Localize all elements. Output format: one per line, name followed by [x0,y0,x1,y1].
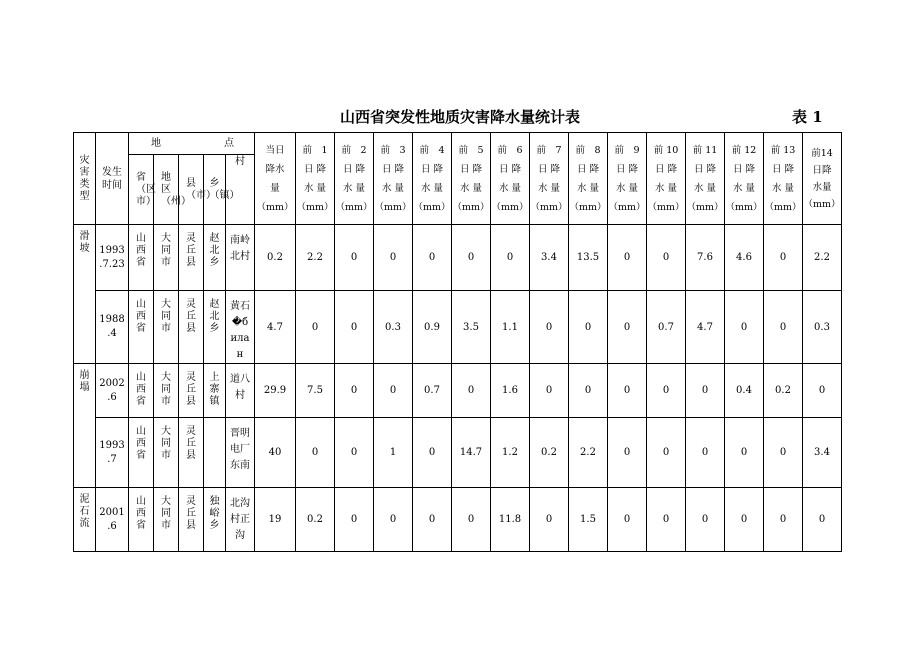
prev-1-value: 2.2 [296,225,335,291]
village-cell [226,418,255,488]
prev-12-value: 0 [725,488,764,552]
header-prev-5-line: 水 量 [459,182,483,194]
header-prev-10-line: 前 10 [653,144,679,156]
header-prev-12-line: （mm） [725,201,763,213]
province-cell [129,418,154,488]
prev-11-value: 4.7 [686,291,725,364]
header-prev-5-line: 日 降 [459,163,483,175]
header-prev-5 [452,133,491,225]
province-cell [129,364,154,418]
county: 灵丘县 [186,426,196,461]
header-prev-4-line: （mm） [413,201,451,213]
header-prev-6-line: 水 量 [498,182,522,194]
prev-3-value: 1 [374,418,413,488]
header-prev-2-line: 前 2 [341,144,367,156]
header-prev-6 [491,133,530,225]
header-prev-12 [725,133,764,225]
township-cell [204,364,226,418]
village: 黄石�билан [230,301,250,360]
same-day-value: 4.7 [255,291,296,364]
prev-13-value: 0 [764,225,803,291]
same-day-value: 0.2 [255,225,296,291]
header-prev-12-line: 日 降 [732,163,756,175]
date-line: .4 [107,328,117,339]
prev-14-value: 0 [803,488,842,552]
province: 山西省 [136,299,146,334]
date-cell [96,291,129,364]
header-prev-6-line: （mm） [491,201,529,213]
county-cell [179,488,204,552]
header-prev-8-line: 水 量 [576,182,600,194]
header-prev-11-line: 前 11 [692,144,718,156]
prev-4-value: 0.9 [413,291,452,364]
county-cell [179,418,204,488]
prev-1-value: 0 [296,291,335,364]
header-village: 村 [226,155,255,225]
prev-4-value: 0 [413,488,452,552]
header-township-text: 乡（镇） [209,177,240,201]
header-prev-5-line: （mm） [452,201,490,213]
header-prev-6-line: 前 6 [497,144,523,156]
table-row [74,488,842,552]
prev-12-value: 0.4 [725,364,764,418]
prev-9-value: 0 [608,291,647,364]
header-prev-8-line: 前 8 [575,144,601,156]
prev-2-value: 0 [335,225,374,291]
header-prev-1-line: 日 降 [303,163,327,175]
prev-5-value: 0 [452,225,491,291]
prev-14-value: 3.4 [803,418,842,488]
village: 南岭北村 [230,235,250,262]
county-cell [179,364,204,418]
header-prev-13-line: 水 量 [771,182,795,194]
prev-10-value: 0 [647,488,686,552]
table-number: 表 1 [792,108,823,126]
header-prev-13-line: 日 降 [771,163,795,175]
header-prev-9-line: 水 量 [615,182,639,194]
prev-4-value: 0.7 [413,364,452,418]
header-prev-3-line: （mm） [374,201,412,213]
village-cell [226,364,255,418]
prev-7-value: 0 [530,291,569,364]
prev-13-value: 0 [764,418,803,488]
date-cell [96,225,129,291]
township: 赵北乡 [209,233,220,268]
province: 山西省 [136,372,146,407]
header-prev-4-line: 水 量 [420,182,444,194]
prev-11-value: 0 [686,364,725,418]
prev-6-value: 0 [491,225,530,291]
header-prefecture-text: 地区（州） [161,171,191,207]
prev-11-value: 7.6 [686,225,725,291]
same-day-value: 40 [255,418,296,488]
township: 上寨镇 [209,372,220,407]
header-prev-4-line: 前 4 [419,144,445,156]
prev-10-value: 0 [647,364,686,418]
header-prev-6-line: 日 降 [498,163,522,175]
date-line: 1988 [99,314,125,325]
header-disaster-type [74,133,96,225]
province-cell [129,225,154,291]
prev-6-value: 1.2 [491,418,530,488]
header-prev-7 [530,133,569,225]
header-prev-2-line: 日 降 [342,163,366,175]
header-location [129,133,255,155]
header-prefecture [154,155,191,225]
header-prev-9 [608,133,647,225]
prev-5-value: 3.5 [452,291,491,364]
header-prev-2-line: （mm） [335,201,373,213]
prev-4-value: 0 [413,225,452,291]
header-prev-3-line: 日 降 [381,163,405,175]
header-prev-8-line: 日 降 [576,163,600,175]
prev-8-value: 2.2 [569,418,608,488]
header-disaster-type-text: 灾害类型 [79,154,90,202]
rainfall-table [73,132,842,552]
county: 灵丘县 [186,299,196,334]
same-day-value: 29.9 [255,364,296,418]
prev-8-value: 0 [569,291,608,364]
header-province [129,155,154,225]
village-cell [226,291,255,364]
province-cell [129,488,154,552]
disaster-type: 崩塌 [79,370,90,393]
header-prev-3-line: 水 量 [381,182,405,194]
date-line: .6 [107,520,117,532]
header-prev-12-line: 水 量 [732,182,756,194]
township-cell [204,225,226,291]
prev-2-value: 0 [335,488,374,552]
header-prev-1-line: （mm） [296,201,334,213]
prefecture-cell [154,488,179,552]
header-date-line: 时间 [102,179,122,191]
header-county-text: 县（市） [186,177,216,201]
header-same-day-line: （mm） [256,201,294,213]
prev-12-value: 0 [725,418,764,488]
header-same-day-line: 量 [270,182,280,194]
date-line: 1993 [99,439,125,451]
date-cell [96,418,129,488]
header-prev-14-line: 日降 [812,164,832,176]
date-line: .7 [107,453,117,465]
table-row [74,291,842,364]
header-prev-10-line: （mm） [647,201,685,213]
date-line: 2001 [99,506,125,518]
prefecture: 大同市 [161,233,171,268]
village: 晋明电厂东南 [230,428,250,471]
header-prev-12-line: 前 12 [731,144,757,156]
disaster-type: 滑坡 [79,231,90,254]
prev-7-value: 0 [530,364,569,418]
prefecture-cell [154,364,179,418]
header-location-left: 地 [151,138,161,149]
prev-7-value: 0 [530,488,569,552]
prev-2-value: 0 [335,418,374,488]
village: 北沟村正沟 [230,498,250,541]
header-prev-14-line: 水量 [812,181,832,193]
header-prev-2 [335,133,374,225]
township-cell [204,291,226,364]
disaster-type: 泥石流 [79,494,90,529]
prev-14-value: 0 [803,364,842,418]
header-prev-10-line: 日 降 [654,163,678,175]
header-prev-10-line: 水 量 [654,182,678,194]
header-same-day-line: 当日 [265,144,285,156]
county: 灵丘县 [186,372,196,407]
county: 灵丘县 [186,233,196,268]
prefecture-cell [154,225,179,291]
prev-1-value: 0 [296,418,335,488]
prev-10-value: 0 [647,225,686,291]
header-prev-11-line: 水 量 [693,182,717,194]
prev-12-value: 4.6 [725,225,764,291]
village: 道八村 [230,374,250,401]
county-cell [179,225,204,291]
header-province-text: 省（区市） [136,171,156,207]
prev-8-value: 0 [569,364,608,418]
header-prev-5-line: 前 5 [458,144,484,156]
header-prev-2-line: 水 量 [342,182,366,194]
header-prev-13 [764,133,803,225]
header-prev-7-line: （mm） [530,201,568,213]
header-prev-8-line: （mm） [569,201,607,213]
header-same-day-line: 降水 [265,163,285,175]
date-line: .7.23 [99,258,125,270]
prev-14-value: 2.2 [803,225,842,291]
header-prev-9-line: 日 降 [615,163,639,175]
header-prev-8 [569,133,608,225]
same-day-value: 19 [255,488,296,552]
prev-3-value: 0 [374,364,413,418]
header-prev-9-line: 前 9 [614,144,640,156]
prefecture: 大同市 [161,426,171,461]
header-county [179,155,216,225]
prev-5-value: 14.7 [452,418,491,488]
prev-7-value: 0.2 [530,418,569,488]
prev-9-value: 0 [608,418,647,488]
prev-13-value: 0.2 [764,364,803,418]
date-line: 2002 [99,377,125,389]
prev-3-value: 0 [374,488,413,552]
table-title: 山西省突发性地质灾害降水量统计表 [339,108,580,126]
table-row [74,364,842,418]
disaster-type-cell [74,364,96,488]
header-prev-10 [647,133,686,225]
header-prev-11 [686,133,725,225]
header-prev-14 [803,133,842,225]
prefecture: 大同市 [161,372,171,407]
prefecture-cell [154,291,179,364]
prev-3-value: 0.3 [374,291,413,364]
prev-9-value: 0 [608,488,647,552]
township-cell [204,488,226,552]
prev-1-value: 7.5 [296,364,335,418]
prev-9-value: 0 [608,225,647,291]
village-cell [226,225,255,291]
date-line: .6 [107,391,117,403]
table-row [74,418,842,488]
prev-6-value: 1.1 [491,291,530,364]
village-cell [226,488,255,552]
prev-14-value: 0.3 [803,291,842,364]
prev-10-value: 0.7 [647,291,686,364]
county: 灵丘县 [186,496,196,531]
township: 赵北乡 [209,299,220,334]
prev-5-value: 0 [452,364,491,418]
date-line: 1993 [99,244,125,256]
header-prev-7-line: 前 7 [536,144,562,156]
header-prev-7-line: 日 降 [537,163,561,175]
county-cell [179,291,204,364]
prev-2-value: 0 [335,364,374,418]
prev-13-value: 0 [764,488,803,552]
date-cell [96,364,129,418]
province: 山西省 [136,233,146,268]
header-prev-1 [296,133,335,225]
header-prev-13-line: （mm） [764,201,802,213]
header-prev-3-line: 前 3 [380,144,406,156]
header-prev-1-line: 前 1 [302,144,328,156]
prev-1-value: 0.2 [296,488,335,552]
township-cell [204,418,226,488]
prev-4-value: 0 [413,418,452,488]
header-prev-4-line: 日 降 [420,163,444,175]
province: 山西省 [136,496,146,531]
header-same-day [255,133,296,225]
disaster-type-cell [74,225,96,364]
prefecture: 大同市 [161,496,171,531]
prev-3-value: 0 [374,225,413,291]
header-date-line: 发生 [102,166,122,178]
prefecture: 大同市 [161,299,171,334]
header-prev-4 [413,133,452,225]
prev-6-value: 1.6 [491,364,530,418]
header-prev-7-line: 水 量 [537,182,561,194]
header-prev-11-line: （mm） [686,201,724,213]
header-prev-14-line: 前14 [811,147,833,159]
header-prev-3 [374,133,413,225]
township: 独峪乡 [209,496,220,531]
prev-7-value: 3.4 [530,225,569,291]
table-row [74,225,842,291]
header-prev-14-line: （mm） [803,198,841,210]
prev-11-value: 0 [686,488,725,552]
disaster-type-cell [74,488,96,552]
prev-11-value: 0 [686,418,725,488]
prev-8-value: 13.5 [569,225,608,291]
header-date [96,133,129,225]
prev-6-value: 11.8 [491,488,530,552]
header-prev-1-line: 水 量 [303,182,327,194]
date-cell [96,488,129,552]
header-prev-9-line: （mm） [608,201,646,213]
prev-13-value: 0 [764,291,803,364]
prev-12-value: 0 [725,291,764,364]
prev-10-value: 0 [647,418,686,488]
prev-2-value: 0 [335,291,374,364]
header-prev-13-line: 前 13 [770,144,796,156]
prev-8-value: 1.5 [569,488,608,552]
prev-9-value: 0 [608,364,647,418]
province-cell [129,291,154,364]
prefecture-cell [154,418,179,488]
header-prev-11-line: 日 降 [693,163,717,175]
header-location-right: 点 [224,138,234,149]
prev-5-value: 0 [452,488,491,552]
province: 山西省 [136,426,146,461]
